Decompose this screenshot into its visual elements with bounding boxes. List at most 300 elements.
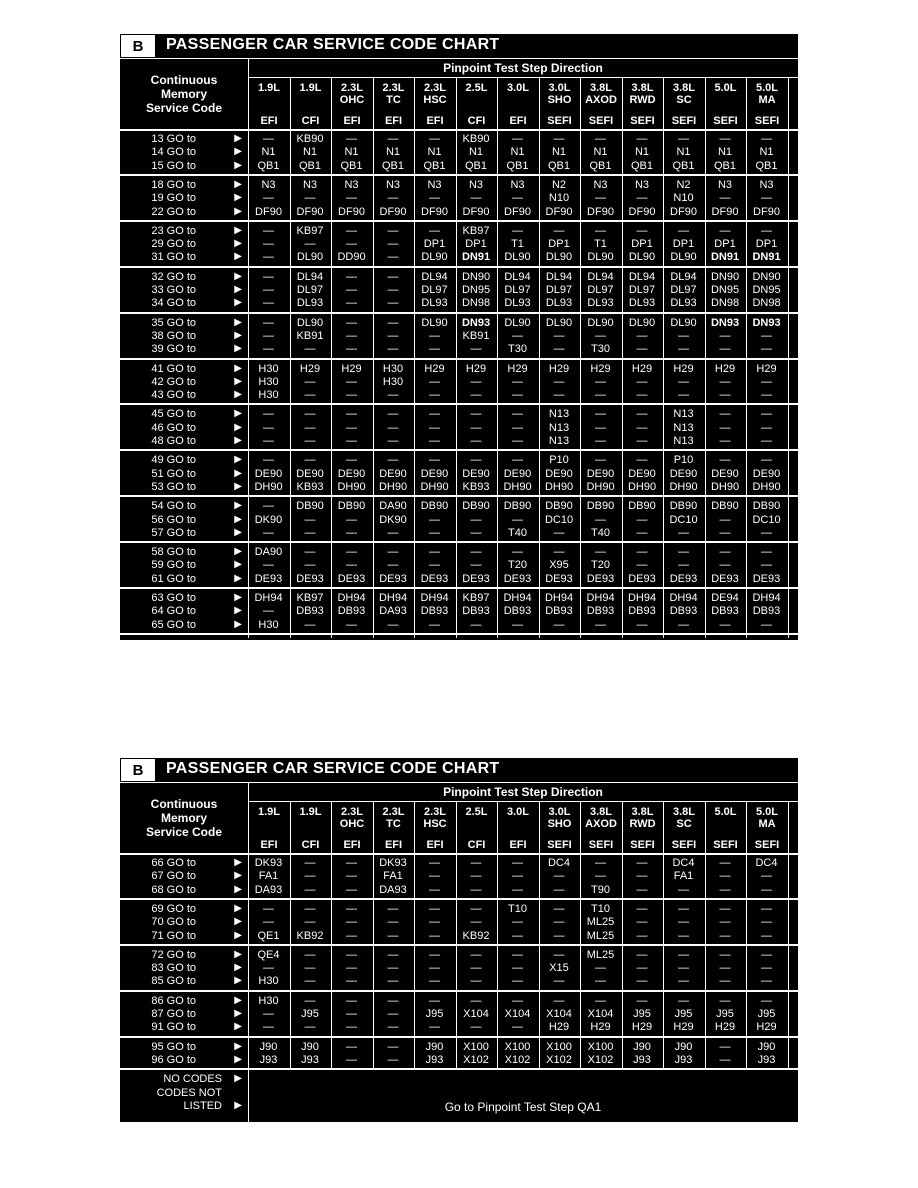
column-engine: 1.9L: [299, 806, 322, 818]
table-cell: —: [719, 883, 731, 896]
table-cell: DC4: [755, 857, 778, 869]
table-cell: DN90: [710, 270, 740, 283]
service-code: [151, 527, 196, 539]
table-cell: —: [553, 133, 565, 145]
column-fuel-system: SEFI: [588, 115, 614, 127]
table-cell: —: [346, 1040, 357, 1053]
table-cell: —: [678, 994, 689, 1007]
arrow-icon: ▶: [234, 224, 242, 236]
table-cell: H29: [631, 1021, 653, 1034]
column-divider: [580, 802, 581, 1070]
table-cell: FA1: [673, 870, 694, 883]
column-header: [497, 78, 538, 130]
table-cell: —: [470, 559, 482, 572]
service-code-number: 65: [151, 618, 164, 631]
table-cell: DF90: [711, 205, 739, 218]
go-to-text: GO to: [166, 500, 196, 513]
column-divider: [622, 78, 623, 638]
table-cell: —: [636, 421, 648, 434]
column-fuel-system: SEFI: [671, 115, 697, 127]
table-cell: —: [387, 284, 399, 296]
table-cell: H30: [258, 389, 279, 402]
table-cell: DE93: [545, 572, 573, 585]
table-cell: DB93: [296, 605, 324, 618]
row-label: [120, 870, 248, 883]
table-cell: QB1: [423, 159, 446, 172]
table-cell: —: [304, 546, 316, 559]
go-to-text: GO to: [166, 159, 196, 172]
table-cell: DH90: [752, 480, 781, 493]
table-cell: —: [429, 192, 440, 205]
table-cell: DC4: [547, 857, 570, 869]
table-cell: N1: [717, 146, 733, 159]
column-header: [663, 78, 704, 130]
table-cell: —: [761, 916, 772, 929]
service-code-number: 14: [151, 146, 164, 159]
table-cell: —: [636, 948, 648, 961]
table-cell: DH90: [710, 480, 740, 493]
table-cell: —: [719, 192, 731, 205]
service-code: [151, 916, 196, 928]
table-cell: —: [304, 343, 316, 356]
group-separator: [120, 174, 798, 176]
arrow-icon: ▶: [234, 546, 242, 558]
table-cell: —: [512, 994, 523, 1007]
table-cell: —: [429, 513, 440, 526]
table-cell: FA1: [258, 870, 279, 883]
row-label: [120, 146, 248, 159]
table-cell: —: [719, 975, 731, 988]
table-cell: DH90: [544, 480, 574, 493]
service-code-number: 41: [151, 362, 164, 375]
table-cell: —: [636, 375, 648, 388]
table-cell: DL90: [421, 316, 448, 329]
table-cell: —: [595, 975, 606, 988]
service-code-number: 54: [151, 500, 164, 513]
service-code-number: 69: [151, 902, 164, 915]
table-cell: —: [429, 343, 440, 356]
table-cell: N1: [551, 146, 567, 159]
table-cell: —: [719, 618, 731, 631]
column-header: [290, 78, 331, 130]
table-cell: QB1: [672, 159, 695, 172]
row-label: [120, 1054, 248, 1067]
table-cell: —: [719, 559, 731, 572]
arrow-icon: ▶: [234, 480, 242, 492]
column-divider: [663, 802, 664, 1070]
table-cell: N1: [302, 146, 318, 159]
go-to-text: GO to: [166, 362, 196, 375]
service-code: [151, 389, 196, 401]
table-cell: DB93: [669, 605, 698, 618]
table-cell: DL90: [421, 251, 448, 264]
service-code: [151, 284, 196, 296]
arrow-icon: ▶: [234, 948, 242, 960]
table-cell: DH94: [503, 592, 532, 604]
table-cell: —: [719, 421, 731, 434]
table-cell: DN91: [461, 251, 491, 264]
go-to-text: GO to: [166, 592, 196, 604]
table-cell: DE93: [462, 572, 490, 585]
table-cell: DB90: [669, 500, 698, 513]
table-cell: DE93: [254, 572, 283, 585]
service-code-number: 68: [151, 883, 164, 896]
row-label: [120, 317, 248, 330]
table-cell: DN98: [710, 297, 740, 310]
table-cell: —: [304, 962, 316, 975]
table-cell: —: [761, 883, 772, 896]
service-code-number: 58: [151, 546, 164, 559]
table-cell: —: [761, 224, 772, 237]
table-cell: DL97: [545, 284, 573, 296]
table-cell: DP1: [714, 238, 736, 251]
table-cell: —: [761, 546, 772, 559]
table-cell: H29: [631, 362, 653, 375]
column-fuel-system: EFI: [509, 839, 527, 851]
table-cell: —: [304, 948, 316, 961]
no-codes-label: [120, 1073, 248, 1086]
service-code-number: 43: [151, 389, 164, 402]
go-to-text: GO to: [166, 513, 196, 526]
table-cell: —: [470, 343, 482, 356]
table-cell: DN91: [710, 251, 740, 264]
row-label: [120, 343, 248, 356]
go-to-text: GO to: [166, 284, 196, 296]
table-cell: KB97: [462, 592, 490, 604]
row-label: [120, 857, 248, 870]
row-label: [120, 514, 248, 527]
table-cell: —: [636, 329, 648, 342]
row-label: [120, 238, 248, 251]
column-divider: [580, 78, 581, 638]
table-cell: DL94: [670, 270, 697, 283]
service-code: [151, 995, 196, 1007]
service-code: [151, 514, 196, 526]
table-cell: DP1: [465, 238, 487, 251]
table-cell: —: [512, 962, 523, 975]
service-code-number: 31: [151, 251, 164, 264]
table-cell: KB97: [296, 592, 324, 604]
table-cell: H30: [382, 362, 404, 375]
column-divider: [331, 802, 332, 1070]
table-cell: DE93: [586, 572, 615, 585]
table-cell: —: [761, 929, 772, 942]
service-code: [151, 330, 196, 342]
table-cell: —: [512, 618, 523, 631]
row-label: [120, 962, 248, 975]
table-cell: DL97: [628, 284, 656, 296]
table-cell: N1: [344, 146, 359, 159]
row-label: [120, 1021, 248, 1034]
column-divider: [290, 802, 291, 1070]
service-code: [151, 857, 196, 869]
table-cell: —: [636, 435, 648, 447]
row-label: [120, 527, 248, 540]
table-cell: —: [636, 192, 648, 205]
row-label: [120, 422, 248, 435]
table-cell: DL90: [628, 316, 656, 329]
table-cell: N13: [673, 408, 694, 421]
service-code-number: 56: [151, 513, 164, 526]
table-cell: —: [387, 929, 399, 942]
table-cell: —: [470, 192, 482, 205]
table-cell: N1: [676, 146, 691, 159]
arrow-icon: ▶: [234, 916, 242, 928]
table-cell: X100: [463, 1040, 489, 1053]
table-cell: —: [346, 994, 357, 1007]
table-cell: —: [387, 916, 399, 929]
listed-label: [120, 1100, 248, 1113]
table-cell: DA93: [254, 883, 283, 896]
table-cell: —: [346, 618, 357, 631]
column-header: [746, 78, 787, 130]
table-cell: J90: [259, 1040, 278, 1053]
service-code: [151, 468, 196, 480]
service-code: [151, 930, 196, 942]
footer-line: LISTED: [183, 1099, 222, 1112]
table-cell: X104: [504, 1008, 531, 1020]
table-cell: —: [263, 251, 274, 264]
table-cell: H29: [548, 1021, 570, 1034]
table-cell: DK90: [254, 513, 283, 526]
service-code-chart-2: [120, 758, 798, 1122]
arrow-icon: ▶: [234, 329, 242, 341]
table-cell: J95: [674, 1008, 693, 1020]
chart-title: PASSENGER CAR SERVICE CODE CHART: [166, 36, 500, 53]
arrow-icon: ▶: [234, 618, 242, 630]
table-cell: H29: [299, 362, 321, 375]
table-cell: DE93: [420, 572, 449, 585]
table-cell: H30: [258, 362, 279, 375]
table-cell: —: [346, 962, 357, 975]
go-to-text: GO to: [166, 205, 196, 218]
service-code: [151, 1008, 196, 1020]
table-cell: —: [387, 316, 399, 329]
row-label: [120, 481, 248, 494]
arrow-icon: ▶: [234, 284, 242, 295]
table-cell: DL97: [670, 284, 697, 296]
table-cell: KB91: [296, 329, 324, 342]
column-engine: 3.0L: [506, 82, 529, 94]
go-to-text: GO to: [166, 902, 196, 915]
table-cell: —: [429, 962, 440, 975]
column-header: [331, 78, 372, 130]
table-cell: —: [304, 994, 316, 1007]
column-engine: 3.8L AXOD: [585, 806, 617, 830]
table-cell: —: [678, 883, 689, 896]
table-cell: DL90: [628, 251, 656, 264]
table-cell: —: [595, 224, 606, 237]
table-cell: DL93: [545, 297, 573, 310]
table-cell: DL90: [504, 316, 531, 329]
table-cell: —: [719, 224, 731, 237]
table-cell: —: [678, 526, 689, 539]
table-cell: DF90: [670, 205, 697, 218]
table-cell: DE93: [752, 572, 781, 585]
table-cell: —: [346, 857, 357, 869]
row-label: [120, 1008, 248, 1021]
column-divider: [622, 802, 623, 1070]
table-cell: —: [387, 1021, 399, 1034]
table-cell: H29: [590, 362, 611, 375]
column-header: [414, 78, 455, 130]
table-cell: DL97: [504, 284, 531, 296]
go-to-text: GO to: [166, 916, 196, 929]
table-cell: —: [387, 435, 399, 447]
table-cell: —: [636, 454, 648, 467]
table-cell: DL93: [504, 297, 531, 310]
go-to-text: GO to: [166, 1021, 196, 1034]
column-fuel-system: SEFI: [713, 115, 738, 127]
table-cell: DE93: [711, 572, 739, 585]
table-cell: —: [387, 962, 399, 975]
column-header: [497, 802, 538, 854]
table-cell: ML25: [586, 929, 615, 942]
table-cell: X102: [587, 1053, 614, 1066]
table-cell: DC10: [544, 513, 574, 526]
table-cell: —: [761, 133, 772, 145]
row-label: [120, 408, 248, 421]
table-cell: —: [263, 133, 274, 145]
table-cell: H30: [258, 994, 279, 1007]
table-cell: —: [470, 513, 482, 526]
table-cell: DK93: [379, 857, 407, 869]
row-label: [120, 376, 248, 389]
table-cell: DE93: [379, 572, 407, 585]
table-cell: —: [761, 948, 772, 961]
column-header: [580, 78, 621, 130]
table-cell: DE90: [628, 467, 656, 480]
table-cell: —: [387, 133, 399, 145]
service-code-number: 35: [151, 316, 164, 329]
table-cell: —: [512, 948, 523, 961]
arrow-icon: ▶: [234, 454, 242, 466]
table-cell: DB93: [503, 605, 532, 618]
group-separator: [120, 495, 798, 497]
table-cell: —: [553, 343, 565, 356]
table-cell: DH94: [378, 592, 408, 604]
table-cell: DL90: [587, 251, 614, 264]
table-cell: DE90: [545, 467, 573, 480]
table-cell: —: [387, 297, 399, 310]
group-separator: [120, 266, 798, 268]
table-cell: DB93: [545, 605, 573, 618]
column-fuel-system: SEFI: [547, 839, 572, 851]
table-cell: DL93: [587, 297, 614, 310]
row-label: [120, 435, 248, 448]
table-cell: —: [636, 857, 648, 869]
table-cell: QB1: [713, 159, 736, 172]
table-cell: DB90: [545, 500, 573, 513]
table-cell: QB1: [340, 159, 363, 172]
column-divider: [705, 802, 706, 1070]
service-code: [151, 605, 196, 617]
table-cell: —: [429, 526, 440, 539]
table-cell: —: [553, 375, 565, 388]
service-code-number: 23: [151, 224, 164, 237]
arrow-icon: ▶: [234, 526, 242, 538]
table-cell: DP1: [423, 238, 446, 251]
table-cell: DE90: [586, 467, 615, 480]
table-cell: —: [719, 546, 731, 559]
service-code-number: 38: [151, 329, 164, 342]
arrow-icon: ▶: [234, 1099, 242, 1111]
table-cell: N3: [717, 178, 733, 191]
service-code: [151, 206, 196, 218]
service-code-number: 64: [151, 605, 164, 618]
table-cell: J90: [633, 1040, 651, 1053]
row-label: [120, 903, 248, 916]
table-cell: —: [387, 1040, 399, 1053]
service-code: [151, 192, 196, 204]
table-cell: —: [346, 270, 357, 283]
arrow-icon: ▶: [234, 1008, 242, 1019]
table-cell: —: [470, 916, 482, 929]
table-cell: —: [595, 421, 606, 434]
table-cell: —: [346, 883, 357, 896]
table-cell: DH90: [669, 480, 698, 493]
go-to-text: GO to: [166, 857, 196, 869]
table-cell: DH94: [752, 592, 781, 604]
service-code-number: 96: [151, 1053, 164, 1066]
table-cell: DL90: [296, 316, 324, 329]
column-engine: 3.0L SHO: [547, 82, 572, 106]
arrow-icon: ▶: [234, 467, 242, 479]
table-cell: DL93: [296, 297, 324, 310]
table-cell: —: [470, 454, 482, 467]
table-cell: —: [595, 618, 606, 631]
table-cell: —: [429, 329, 440, 342]
table-cell: N1: [634, 146, 650, 159]
table-cell: —: [470, 421, 482, 434]
table-cell: T20: [508, 559, 527, 572]
table-cell: —: [719, 929, 731, 942]
column-divider: [290, 78, 291, 638]
service-code-number: 61: [151, 572, 164, 585]
table-cell: DF90: [379, 205, 407, 218]
service-code-number: 72: [151, 948, 164, 961]
table-cell: X95: [549, 559, 569, 572]
column-divider: [788, 802, 789, 1070]
table-cell: DN95: [752, 284, 781, 296]
column-divider: [746, 78, 747, 638]
table-cell: —: [387, 994, 399, 1007]
go-to-text: GO to: [166, 883, 196, 896]
table-cell: —: [263, 284, 274, 296]
table-cell: —: [553, 948, 565, 961]
table-cell: DH94: [544, 592, 574, 604]
table-cell: —: [470, 375, 482, 388]
table-cell: —: [387, 618, 399, 631]
table-cell: N13: [673, 421, 694, 434]
column-divider: [331, 78, 332, 638]
table-cell: —: [719, 526, 731, 539]
service-code-number: 46: [151, 421, 164, 434]
table-cell: —: [470, 883, 482, 896]
service-code: [151, 297, 196, 309]
table-cell: —: [636, 618, 648, 631]
go-to-text: GO to: [166, 435, 196, 447]
table-cell: DF90: [753, 205, 780, 218]
column-fuel-system: SEFI: [671, 839, 697, 851]
table-cell: DB90: [462, 500, 490, 513]
go-to-text: GO to: [166, 1040, 196, 1053]
table-cell: J93: [633, 1053, 651, 1066]
table-cell: DN93: [461, 316, 491, 329]
footer-message: Go to Pinpoint Test Step QA1: [444, 1099, 602, 1114]
table-cell: DB90: [586, 500, 615, 513]
table-cell: —: [263, 238, 274, 251]
